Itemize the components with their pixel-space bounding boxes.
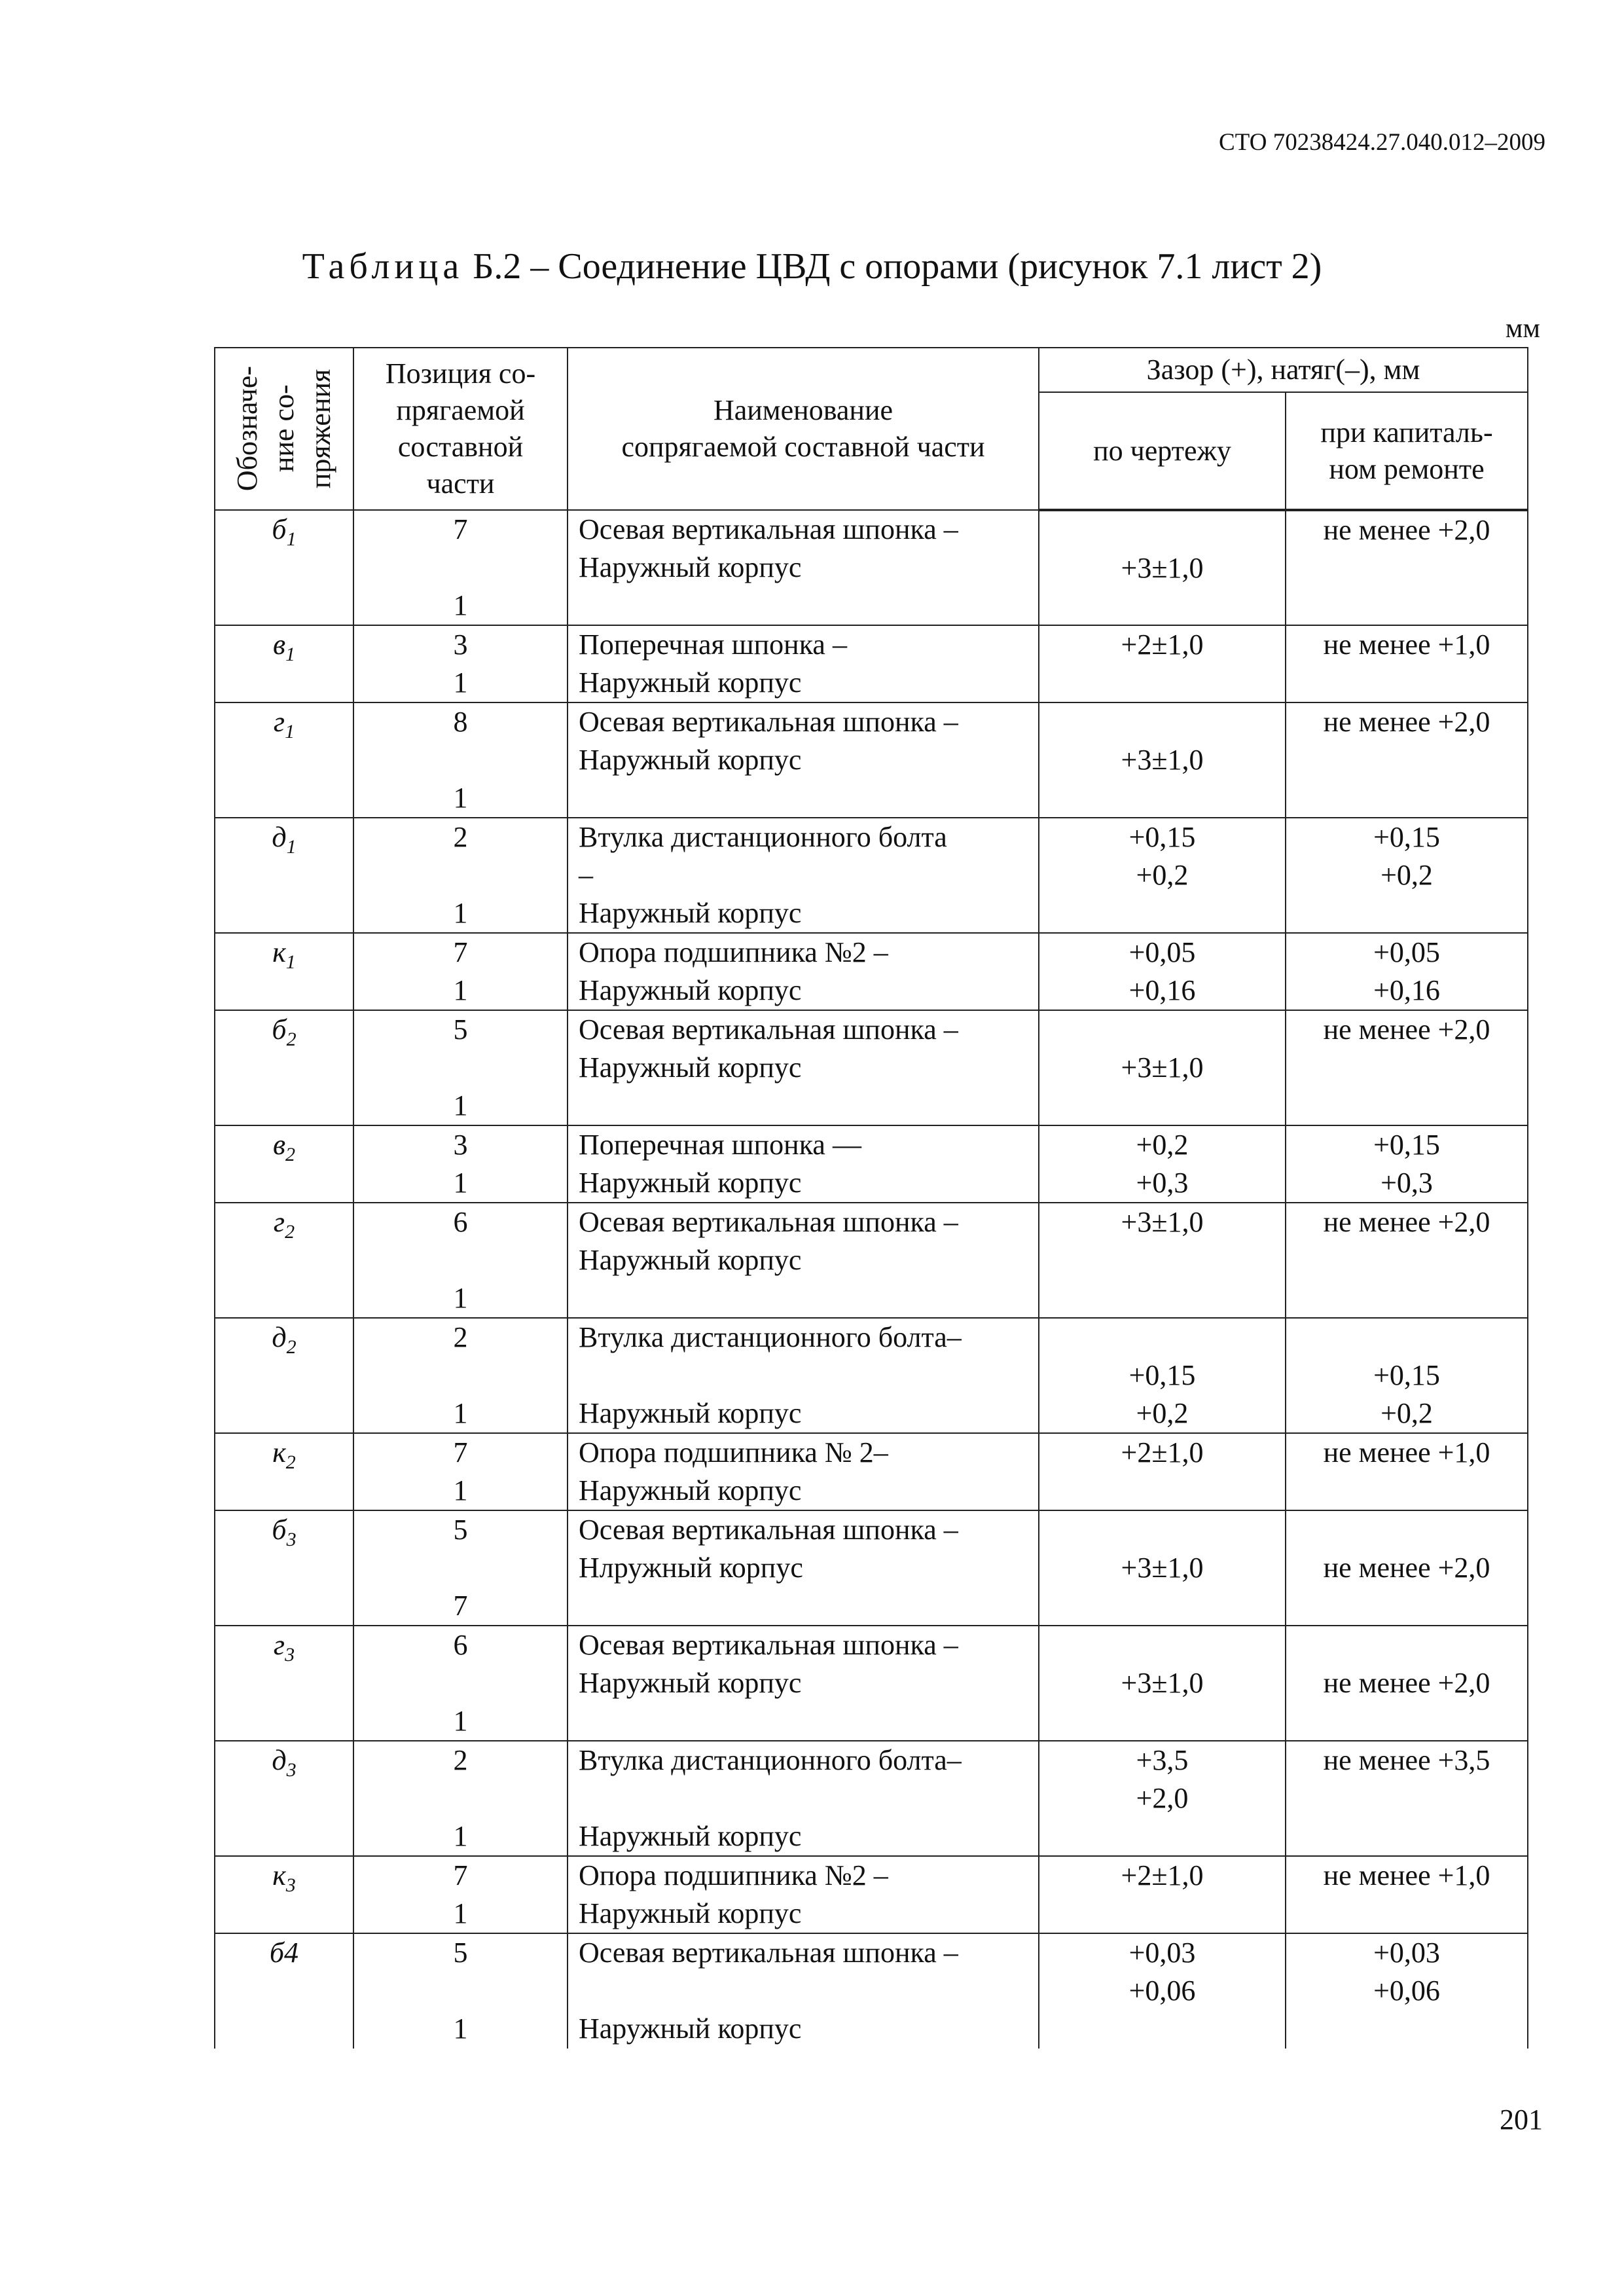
gap-at-overhaul-cell: не менее +2,0: [1286, 510, 1528, 625]
designation-cell: $д_1$: [215, 818, 353, 933]
table-row: [215, 1856, 1528, 1933]
table-row: [215, 510, 1528, 625]
gap-at-overhaul-cell: не менее +1,0: [1286, 625, 1528, 702]
designation-cell: $б_2$: [215, 1010, 353, 1125]
position-cell: 3 1: [353, 625, 568, 702]
position-cell: 7 1: [353, 510, 568, 625]
part-name-cell: Поперечная шпонка — Наружный корпус: [568, 1125, 1039, 1203]
part-name-cell: Втулка дистанционного болта– Наружный корпус: [568, 1741, 1039, 1856]
gap-by-drawing-cell: +3,5 +2,0: [1039, 1741, 1286, 1856]
gap-at-overhaul-cell: +0,05 +0,16: [1286, 933, 1528, 1010]
column-header-name: Наименование сопрягаемой составной части: [568, 348, 1039, 510]
gap-at-overhaul-cell: +0,15 +0,2: [1286, 818, 1528, 933]
gap-at-overhaul-cell: не менее +2,0: [1286, 1203, 1528, 1318]
part-name-cell: Опора подшипника №2 – Наружный корпус: [568, 1856, 1039, 1933]
part-name-cell: Опора подшипника № 2– Наружный корпус: [568, 1433, 1039, 1510]
gap-by-drawing-cell: +2±1,0: [1039, 625, 1286, 702]
gap-by-drawing-cell: +0,03 +0,06: [1039, 1933, 1286, 2049]
table-row: [215, 1626, 1528, 1741]
gap-by-drawing-cell: +3±1,0: [1039, 1626, 1286, 1741]
designation-cell: $к_3$: [215, 1856, 353, 1933]
part-name-cell: Осевая вертикальная шпонка – Наружный корпус: [568, 1010, 1039, 1125]
table-row: [215, 1203, 1528, 1318]
designation-cell: $б_1$: [215, 510, 353, 625]
gap-by-drawing-cell: +0,15 +0,2: [1039, 818, 1286, 933]
column-header-position: Позиция со- прягаемой составной части: [353, 348, 568, 510]
column-group-gap: Зазор (+), натяг(–), мм: [1039, 348, 1528, 392]
part-name-cell: Осевая вертикальная шпонка – Нлружный корпус: [568, 1510, 1039, 1626]
gap-by-drawing-cell: +3±1,0: [1039, 1203, 1286, 1318]
position-cell: 2 1: [353, 818, 568, 933]
table-title-text: Б.2 – Соединение ЦВД с опорами (рисунок 7.1 лист 2): [473, 246, 1322, 287]
gap-at-overhaul-cell: не менее +2,0: [1286, 1510, 1528, 1626]
gap-at-overhaul-cell: не менее +2,0: [1286, 1010, 1528, 1125]
part-name-cell: Осевая вертикальная шпонка – Наружный корпус: [568, 1626, 1039, 1741]
gap-by-drawing-cell: +3±1,0: [1039, 510, 1286, 625]
page-number: 201: [1500, 2104, 1543, 2136]
gap-at-overhaul-cell: не менее +1,0: [1286, 1433, 1528, 1510]
part-name-cell: Втулка дистанционного болта– Наружный корпус: [568, 1318, 1039, 1433]
position-cell: 5 1: [353, 1010, 568, 1125]
column-header-designation: [215, 348, 353, 510]
gap-by-drawing-cell: +2±1,0: [1039, 1856, 1286, 1933]
part-name-cell: Осевая вертикальная шпонка – Наружный корпус: [568, 1203, 1039, 1318]
table-row: [215, 702, 1528, 818]
gap-by-drawing-cell: +2±1,0: [1039, 1433, 1286, 1510]
gap-at-overhaul-cell: +0,03 +0,06: [1286, 1933, 1528, 2049]
table-row: [215, 1933, 1528, 2049]
position-cell: 2 1: [353, 1741, 568, 1856]
position-cell: 6 1: [353, 1203, 568, 1318]
gap-by-drawing-cell: +0,05 +0,16: [1039, 933, 1286, 1010]
table-header: [215, 348, 1528, 510]
designation-cell: $в_2$: [215, 1125, 353, 1203]
designation-cell: б4: [215, 1933, 353, 2049]
table-row: [215, 1010, 1528, 1125]
gap-at-overhaul-cell: не менее +1,0: [1286, 1856, 1528, 1933]
table-row: [215, 818, 1528, 933]
tolerance-table: [214, 347, 1528, 2049]
document-code: СТО 70238424.27.040.012–2009: [1218, 129, 1545, 156]
position-cell: 7 1: [353, 933, 568, 1010]
table-row: [215, 1125, 1528, 1203]
gap-by-drawing-cell: +0,15 +0,2: [1039, 1318, 1286, 1433]
position-cell: 7 1: [353, 1856, 568, 1933]
column-header-by-drawing: по чертежу: [1039, 392, 1286, 510]
part-name-cell: Осевая вертикальная шпонка – Наружный корпус: [568, 510, 1039, 625]
part-name-cell: Осевая вертикальная шпонка – Наружный корпус: [568, 1933, 1039, 2049]
table-title-label: Таблица: [302, 246, 464, 287]
position-cell: 3 1: [353, 1125, 568, 1203]
designation-cell: $б_3$: [215, 1510, 353, 1626]
part-name-cell: Втулка дистанционного болта – Наружный корпус: [568, 818, 1039, 933]
table-body: [215, 510, 1528, 2049]
position-cell: 6 1: [353, 1626, 568, 1741]
designation-cell: $к_2$: [215, 1433, 353, 1510]
gap-by-drawing-cell: +3±1,0: [1039, 1010, 1286, 1125]
part-name-cell: Осевая вертикальная шпонка – Наружный корпус: [568, 702, 1039, 818]
table-row: [215, 1741, 1528, 1856]
gap-at-overhaul-cell: не менее +2,0: [1286, 1626, 1528, 1741]
position-cell: 2 1: [353, 1318, 568, 1433]
gap-at-overhaul-cell: не менее +2,0: [1286, 702, 1528, 818]
table-title: [0, 246, 1624, 287]
column-header-at-overhaul: при капиталь- ном ремонте: [1286, 392, 1528, 510]
units-label: мм: [1505, 314, 1540, 344]
position-cell: 8 1: [353, 702, 568, 818]
part-name-cell: Опора подшипника №2 – Наружный корпус: [568, 933, 1039, 1010]
designation-cell: $д_2$: [215, 1318, 353, 1433]
table-row: [215, 1510, 1528, 1626]
gap-at-overhaul-cell: +0,15 +0,2: [1286, 1318, 1528, 1433]
gap-at-overhaul-cell: не менее +3,5: [1286, 1741, 1528, 1856]
table-row: [215, 933, 1528, 1010]
table-row: [215, 625, 1528, 702]
gap-at-overhaul-cell: +0,15 +0,3: [1286, 1125, 1528, 1203]
designation-cell: $к_1$: [215, 933, 353, 1010]
gap-by-drawing-cell: +0,2 +0,3: [1039, 1125, 1286, 1203]
designation-cell: $в_1$: [215, 625, 353, 702]
position-cell: 7 1: [353, 1433, 568, 1510]
table-row: [215, 1318, 1528, 1433]
position-cell: 5 1: [353, 1933, 568, 2049]
part-name-cell: Поперечная шпонка – Наружный корпус: [568, 625, 1039, 702]
position-cell: 5 7: [353, 1510, 568, 1626]
designation-cell: $г_3$: [215, 1626, 353, 1741]
designation-cell: $д_3$: [215, 1741, 353, 1856]
designation-header-text: Обозначе- ние со- пряжения: [231, 366, 336, 492]
table-row: [215, 1433, 1528, 1510]
designation-cell: $г_1$: [215, 702, 353, 818]
gap-by-drawing-cell: +3±1,0: [1039, 1510, 1286, 1626]
gap-by-drawing-cell: +3±1,0: [1039, 702, 1286, 818]
designation-cell: $г_2$: [215, 1203, 353, 1318]
